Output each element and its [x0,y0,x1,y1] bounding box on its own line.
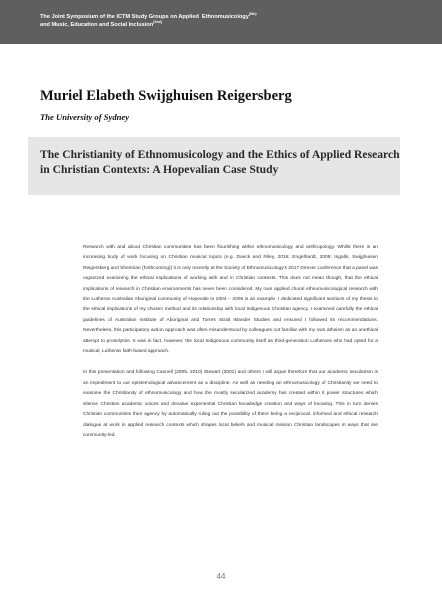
header-text-2: and Music, Education and Social Inclusion [40,22,154,28]
abstract-body [83,243,378,441]
title-box [28,137,400,195]
header-text-1a: The Joint Symposium of the ICTM Study Groups on Applied [40,14,199,20]
abstract-paragraph-1: Research with and about Christian communities has been flourishing within ethnomusicology and anthropology. Whilst there is an increasing body of work focusing on Christian musical topics (e.g. Dueck and Riley, 2016; Engelhardt, 2009; Ingalls, Swijghuisen Reigersberg and Sherinian (forthcoming)) it is only recently at the Society of Ethnomusicology's 2017 Denver conference that a panel was organized examining the ethical implications of working with and in Christian contexts. This does not mean though, that the ethical implications of research in Christian environments has never been considered. My own applied choral ethnomusicological research with the Lutheran Australian Aboriginal community of Hopevale in 2004 – 2005 is an example. I dedicated significant sections of my thesis to the ethical implications of my chosen method and its relationship with local Indigenous Christian agency. I examined carefully the ethical guidelines of Australian Institute of Aboriginal and Torres Strait Islander Studies and ensured I followed its recommendations. Nevertheless, this participatory action approach was often misunderstood by colleagues not familiar with my own atheism as an unethical attempt to proselytize. It was in fact, however, the local Indigenous community itself as third-generation Lutherans who had opted for a musical, Lutheran faith-based approach. [83,245,378,355]
paper-title: The Christianity of Ethnomusicology and the Ethics of Applied Research in Christian Contexts: A Hopevalian Case Study [40,148,400,176]
header-sup-2: (2nd) [153,20,162,25]
abstract-paragraph-2: In this presentation and following Cannell (2005, 2010) Stewart (2001) and others I will argue therefore that our academic secularism is an impediment to our epistemological advancement as a discipline. As well as needing an ethnomusicology of Christianity we need to examine the Christianity of ethnomusicology and how the mostly secularized academy has created within it power structures which silence Christian academic voices and devalue experiential Christian knowledge creation and ways of knowing. This in turn denies Christian communities their agency by automatically ruling out the possibility of there being a reciprocal, informed and ethical research dialogue at work in applied research contexts which shapes local beliefs and musical mission Christian landscapes in ways that are community-led. [83,370,378,438]
header-line-2 [40,21,442,29]
author-affiliation: The University of Sydney [40,112,130,122]
running-header [0,0,442,44]
author-name: Muriel Elabeth Swijghuisen Reigersberg [40,88,292,104]
header-line-1 [40,13,442,21]
header-sup-1: (6th) [248,12,257,17]
header-text-1b: Ethnomusicology [201,14,249,20]
page-number: 44 [216,572,226,581]
